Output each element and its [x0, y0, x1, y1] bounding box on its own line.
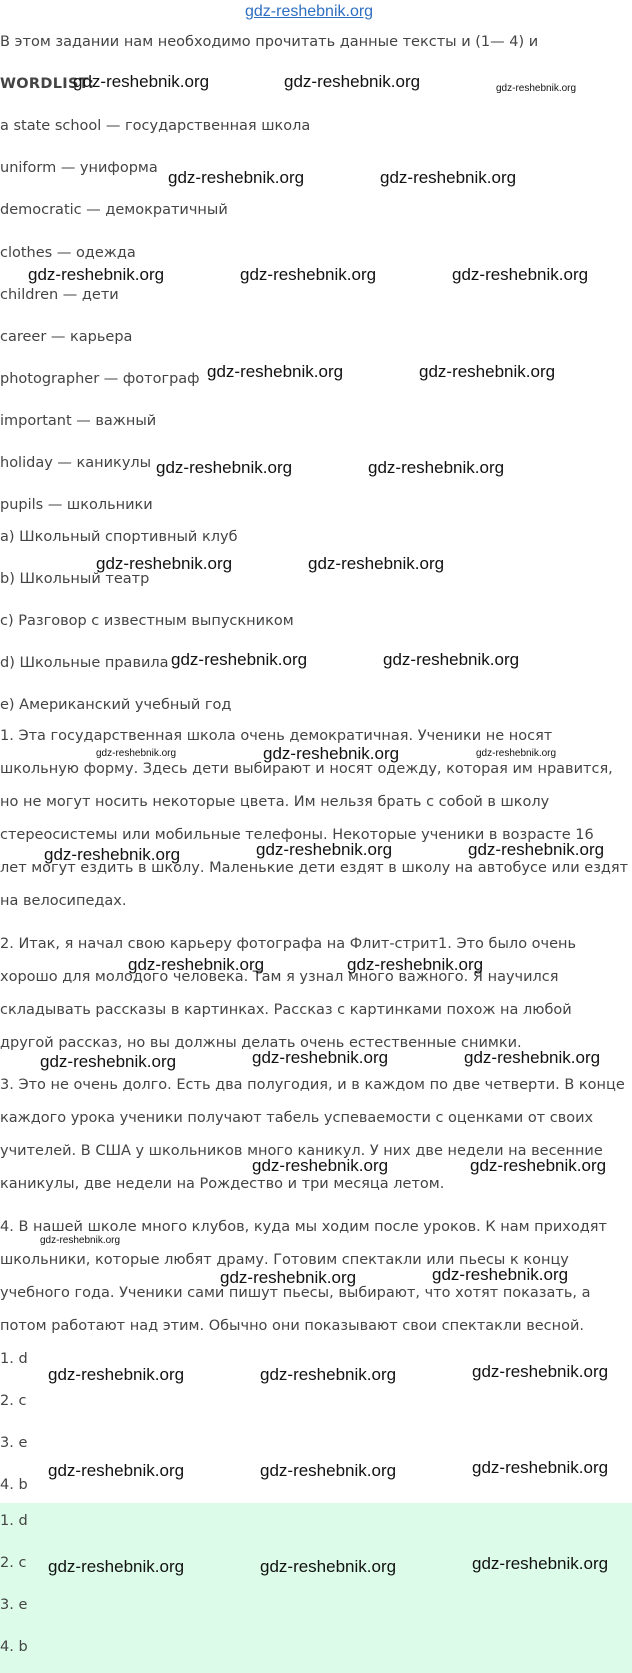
intro-text: В этом задании нам необходимо прочитать данные тексты и (1— 4) и — [0, 34, 539, 50]
watermark-text: gdz-reshebnik.org — [284, 72, 421, 91]
watermark-text: gdz-reshebnik.org — [470, 1156, 607, 1175]
text-line: 4. В нашей школе много клубов, куда мы ходим после уроков. К нам приходят — [0, 1219, 607, 1235]
text-line: складывать рассказы в картинках. Рассказ с картинками похож на любой — [0, 1002, 572, 1018]
watermark-text: gdz-reshebnik.org — [432, 1265, 569, 1284]
watermark-text: gdz-reshebnik.org — [496, 83, 577, 94]
wordlist-item: holiday — каникулы — [0, 455, 152, 471]
answer-line: 2. c — [0, 1393, 27, 1409]
watermark-text: gdz-reshebnik.org — [472, 1554, 609, 1573]
text-line: 2. Итак, я начал свою карьеру фотографа на Флит-стрит1. Это было очень — [0, 936, 577, 952]
watermark-text: gdz-reshebnik.org — [472, 1458, 609, 1477]
wordlist-item: uniform — униформа — [0, 160, 158, 176]
heading-option: e) Американский учебный год — [0, 697, 232, 713]
text-line: на велосипедах. — [0, 893, 127, 909]
wordlist-item: democratic — демократичный — [0, 202, 228, 218]
watermark-text: gdz-reshebnik.org — [48, 1461, 185, 1480]
answer-line-highlighted: 1. d — [0, 1513, 28, 1529]
wordlist-item: clothes — одежда — [0, 245, 136, 261]
watermark-text: gdz-reshebnik.org — [260, 1461, 397, 1480]
watermark-text: gdz-reshebnik.org — [383, 650, 520, 669]
watermark-text: gdz-reshebnik.org — [48, 1365, 185, 1384]
watermark-text: gdz-reshebnik.org — [156, 458, 293, 477]
watermark-text: gdz-reshebnik.org — [347, 955, 484, 974]
text-line: 1. Эта государственная школа очень демократичная. Ученики не носят — [0, 728, 553, 744]
watermark-text: gdz-reshebnik.org — [40, 1052, 177, 1071]
watermark-text: gdz-reshebnik.org — [40, 1235, 121, 1246]
text-line: потом работают над этим. Обычно они показывают свои спектакли весной. — [0, 1318, 585, 1334]
wordlist-label: WORDLIST: — [0, 76, 95, 92]
watermark-text: gdz-reshebnik.org — [252, 1048, 389, 1067]
watermark-text: gdz-reshebnik.org — [464, 1048, 601, 1067]
watermark-text: gdz-reshebnik.org — [48, 1557, 185, 1576]
watermark-text: gdz-reshebnik.org — [44, 845, 181, 864]
watermark-text: gdz-reshebnik.org — [168, 168, 305, 187]
watermark-text: gdz-reshebnik.org — [419, 362, 556, 381]
heading-option: d) Школьные правила — [0, 655, 169, 671]
text-line: хорошо для молодого человека. Там я узнал много важного. Я научился — [0, 969, 559, 985]
wordlist-item: important — важный — [0, 413, 157, 429]
answer-line: 3. e — [0, 1435, 28, 1451]
watermark-text: gdz-reshebnik.org — [260, 1557, 397, 1576]
watermark-text: gdz-reshebnik.org — [452, 265, 589, 284]
wordlist-item: pupils — школьники — [0, 497, 153, 513]
text-line: учебного года. Ученики сами пишут пьесы, выбирают, что хотят показать, а — [0, 1285, 591, 1301]
answer-line: 4. b — [0, 1477, 28, 1493]
watermark-text: gdz-reshebnik.org — [96, 554, 233, 573]
watermark-text: gdz-reshebnik.org — [207, 362, 344, 381]
watermark-text: gdz-reshebnik.org — [128, 955, 265, 974]
watermark-text: gdz-reshebnik.org — [308, 554, 445, 573]
answer-line-highlighted: 2. c — [0, 1555, 27, 1571]
watermark-text: gdz-reshebnik.org — [220, 1268, 357, 1287]
heading-option: a) Школьный спортивный клуб — [0, 529, 238, 545]
answer-line: 1. d — [0, 1351, 28, 1367]
watermark-text: gdz-reshebnik.org — [260, 1365, 397, 1384]
watermark-text: gdz-reshebnik.org — [28, 265, 165, 284]
text-line: каникулы, две недели на Рождество и три месяца летом. — [0, 1176, 445, 1192]
watermark-text: gdz-reshebnik.org — [368, 458, 505, 477]
watermark-text: gdz-reshebnik.org — [96, 748, 177, 759]
heading-option: b) Школьный театр — [0, 571, 150, 587]
header-watermark-link[interactable]: gdz-reshebnik.org — [245, 3, 374, 20]
text-line: другой рассказ, но вы должны делать очень естественные снимки. — [0, 1035, 522, 1051]
answers-highlight-block — [0, 1503, 632, 1673]
wordlist-item: children — дети — [0, 287, 119, 303]
text-line: школьную форму. Здесь дети выбирают и носят одежду, которая им нравится, — [0, 761, 613, 777]
text-line: школьники, которые любят драму. Готовим спектакли или пьесы к концу — [0, 1252, 569, 1268]
answer-line-highlighted: 4. b — [0, 1639, 28, 1655]
text-line: каждого урока ученики получают табель успеваемости с оценками от своих — [0, 1110, 594, 1126]
wordlist-item: career — карьера — [0, 329, 133, 345]
wordlist-item: a state school — государственная школа — [0, 118, 311, 134]
watermark-text: gdz-reshebnik.org — [380, 168, 517, 187]
watermark-text: gdz-reshebnik.org — [73, 72, 210, 91]
text-line: 3. Это не очень долго. Есть два полугодия, и в каждом по две четверти. В конце — [0, 1077, 625, 1093]
watermark-text: gdz-reshebnik.org — [171, 650, 308, 669]
text-line: стереосистемы или мобильные телефоны. Некоторые ученики в возрасте 16 — [0, 827, 594, 843]
watermark-text: gdz-reshebnik.org — [256, 840, 393, 859]
watermark-text: gdz-reshebnik.org — [468, 840, 605, 859]
watermark-text: gdz-reshebnik.org — [263, 744, 400, 763]
text-line: лет могут ездить в школу. Маленькие дети ездят в школу на автобусе или ездят — [0, 860, 629, 876]
text-line: но не могут носить некоторые цвета. Им нельзя брать с собой в школу — [0, 794, 550, 810]
heading-option: c) Разговор с известным выпускником — [0, 613, 294, 629]
answer-line-highlighted: 3. e — [0, 1597, 28, 1613]
watermark-text: gdz-reshebnik.org — [252, 1156, 389, 1175]
text-line: учителей. В США у школьников много каникул. У них две недели на весенние — [0, 1143, 603, 1159]
wordlist-item: photographer — фотограф — [0, 371, 200, 387]
watermark-text: gdz-reshebnik.org — [472, 1362, 609, 1381]
watermark-text: gdz-reshebnik.org — [240, 265, 377, 284]
watermark-text: gdz-reshebnik.org — [476, 748, 557, 759]
